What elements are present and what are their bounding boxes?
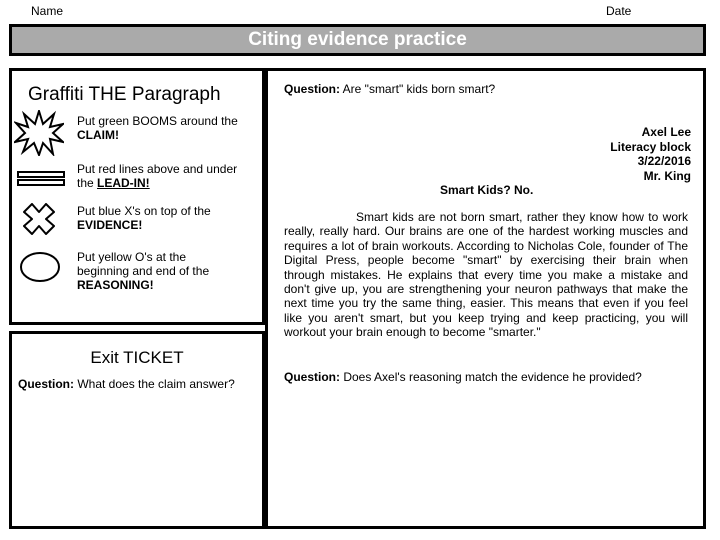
essay-title: Smart Kids? No. (440, 183, 534, 197)
instruction-claim: Put green BOOMS around the CLAIM! (77, 114, 238, 142)
title-bar (9, 24, 706, 56)
teacher-name: Mr. King (643, 168, 691, 183)
instruction-evidence: Put blue X's on top of the EVIDENCE! (77, 204, 211, 232)
instruction-lead-in: Put red lines above and under the LEAD-IN! (77, 162, 238, 190)
circle-icon (19, 251, 61, 283)
class-name: Literacy block (610, 139, 691, 154)
evidence-keyword: EVIDENCE! (77, 218, 143, 232)
essay-date: 3/22/2016 (637, 154, 691, 169)
claim-keyword: CLAIM! (77, 128, 119, 142)
exit-ticket-question: Question: What does the claim answer? (18, 377, 235, 391)
lead-in-keyword: LEAD-IN! (97, 176, 150, 190)
boom-icon (14, 110, 64, 156)
double-line-icon (17, 171, 65, 187)
essay-paragraph: Smart kids are not born smart, rather they know how to work really, really hard. Our brains are one of the hardest working muscles and requires a lot of brain workouts. According to Nicholas Cole, founder of The Digital Press, people become "smart" by exercising their brain when through mistakes. He explains that every time you make a mistake and don't give up, you are strengthening your neuron pathways that make the next time you try the same thing, easier. This means that even if you feel like you aren't smart, but you keep trying and keep practicing, you will workout your brain enough to become "smarter." (284, 210, 688, 340)
date-label: Date (606, 4, 632, 18)
question-reasoning: Question: Does Axel's reasoning match the evidence he provided? (284, 370, 642, 384)
question-smart-kids: Question: Are "smart" kids born smart? (284, 82, 496, 96)
page-title: Citing evidence practice (248, 29, 467, 50)
graffiti-title: Graffiti THE Paragraph (28, 84, 221, 105)
reasoning-keyword: REASONING! (77, 278, 154, 292)
instruction-reasoning: Put yellow O's at the beginning and end of the REASONING! (77, 250, 210, 292)
x-icon (23, 203, 55, 235)
author-name: Axel Lee (641, 125, 691, 139)
author-block (610, 125, 691, 183)
exit-ticket-title: Exit TICKET (90, 348, 184, 367)
name-label: Name (31, 4, 64, 18)
